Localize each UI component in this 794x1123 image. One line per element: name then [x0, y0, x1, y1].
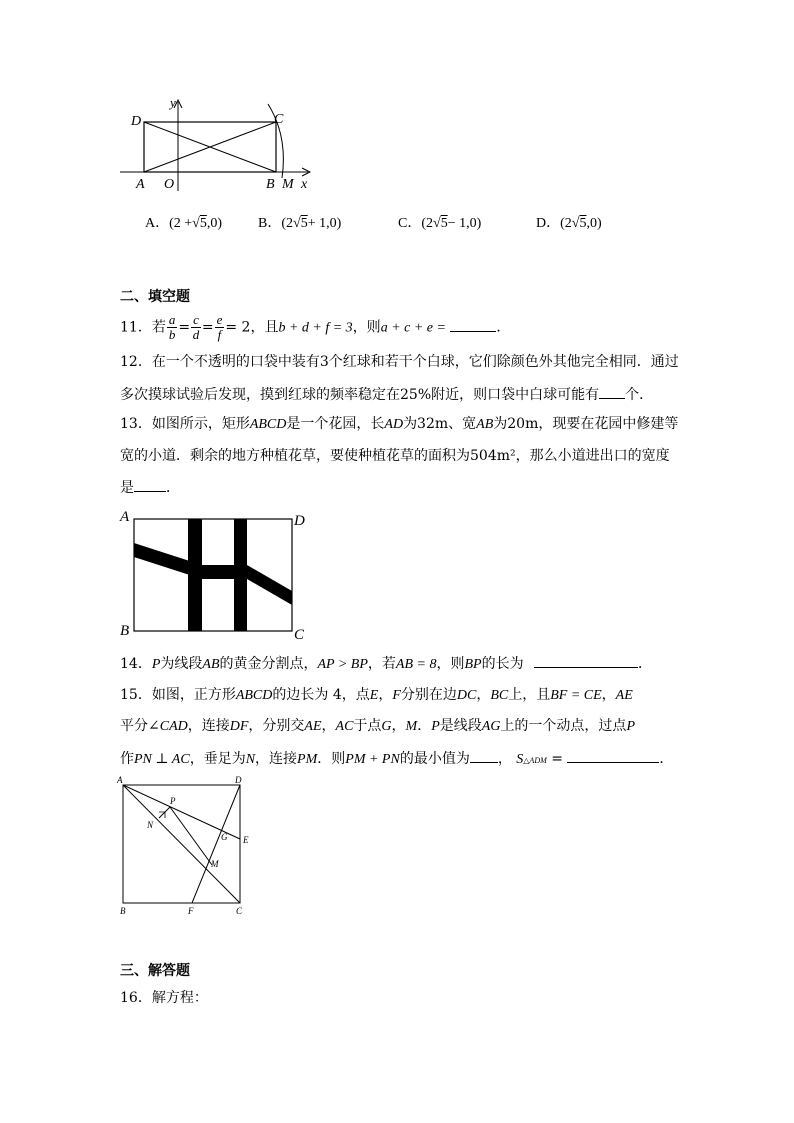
answer-blank[interactable]	[599, 384, 625, 399]
answer-blank-min[interactable]	[470, 748, 498, 763]
label-P: P	[170, 796, 176, 806]
label-A: A	[120, 509, 130, 525]
garden-path-figure	[116, 505, 316, 643]
label-O: O	[164, 177, 175, 192]
answer-blank[interactable]	[534, 653, 638, 668]
section-title-fill-in: 二、填空题	[120, 289, 190, 305]
question-12-line1: 12．在一个不透明的口袋中装有3个红球和若干个白球，它们除颜色外其他完全相同．通过	[120, 354, 679, 370]
label-C: C	[274, 112, 284, 127]
option-c[interactable]: C．(2√5− 1,0)	[398, 216, 482, 231]
square-geometry-figure	[114, 774, 254, 916]
question-15-line1: 15．如图，正方形ABCD的边长为 4，点E，F分别在边DC，BC上，且BF = CE，AE	[120, 687, 633, 703]
label-D: D	[235, 775, 242, 785]
option-d[interactable]: D．(2√5,0)	[536, 216, 602, 231]
answer-blank[interactable]	[134, 477, 166, 492]
option-b[interactable]: B．(2√5+ 1,0)	[258, 216, 342, 231]
label-C: C	[236, 906, 243, 916]
label-E: E	[243, 835, 249, 845]
answer-blank[interactable]	[450, 317, 496, 332]
label-F: F	[188, 906, 194, 916]
label-M: M	[211, 859, 219, 869]
question-16: 16．解方程：	[120, 990, 208, 1006]
label-A: A	[136, 177, 145, 192]
label-x: x	[301, 177, 308, 192]
label-B: B	[120, 906, 126, 916]
option-a[interactable]: A．(2 +√5,0)	[145, 216, 223, 231]
answer-blank-area[interactable]	[567, 748, 659, 763]
label-y: y	[170, 96, 176, 110]
fraction-e-f: $\frac{e}{f}$	[216, 312, 223, 342]
question-15-line3: 作PN ⊥ AC，垂足为N，连接PM．则PM + PN的最小值为 ， S△ADM = ．	[120, 748, 673, 771]
label-B: B	[266, 177, 275, 192]
label-A: A	[117, 775, 123, 785]
question-11: 11．若 $\frac{a}{b}$ = $\frac{c}{d}$ = $\frac{e}{f}$ = 2，且b + d + f = 3，则a + c + e = ．	[120, 312, 511, 342]
label-B: B	[120, 623, 130, 639]
question-13-line2: 宽的小道．剩余的地方种植花草，要使种植花草的面积为504m²，那么小道进出口的宽度	[120, 448, 670, 464]
section-title-solve: 三、解答题	[120, 963, 190, 979]
question-13-line3: 是 ．	[120, 477, 180, 498]
label-C: C	[294, 627, 305, 643]
question-15-line2: 平分∠CAD，连接DF，分别交AE，AC于点G，M．P是线段AG上的一个动点，过点P	[120, 718, 635, 734]
sqrt-sign: √	[293, 216, 301, 231]
question-13-line1: 13．如图所示，矩形ABCD是一个花园，长AD为32m、宽AB为20m，现要在花园中修建等	[120, 416, 679, 432]
label-N: N	[147, 820, 154, 830]
sqrt-sign: √	[571, 216, 580, 231]
fraction-a-b: $\frac{a}{b}$	[168, 312, 176, 342]
question-14: 14．P为线段AB的黄金分割点，AP > BP，若AB = 8，则BP的长为 ．	[120, 653, 652, 675]
question-12-line2: 多次摸球试验后发现，摸到红球的频率稳定在25%附近，则口袋中白球可能有 个．	[120, 384, 653, 405]
label-D: D	[131, 114, 142, 129]
fraction-c-d: $\frac{c}{d}$	[192, 312, 200, 342]
sqrt-sign: √	[433, 216, 441, 231]
label-G: G	[221, 832, 228, 842]
label-M: M	[282, 177, 294, 192]
label-D: D	[294, 513, 305, 529]
sqrt-sign: √	[192, 216, 200, 231]
coordinate-rectangle-figure	[120, 96, 320, 196]
